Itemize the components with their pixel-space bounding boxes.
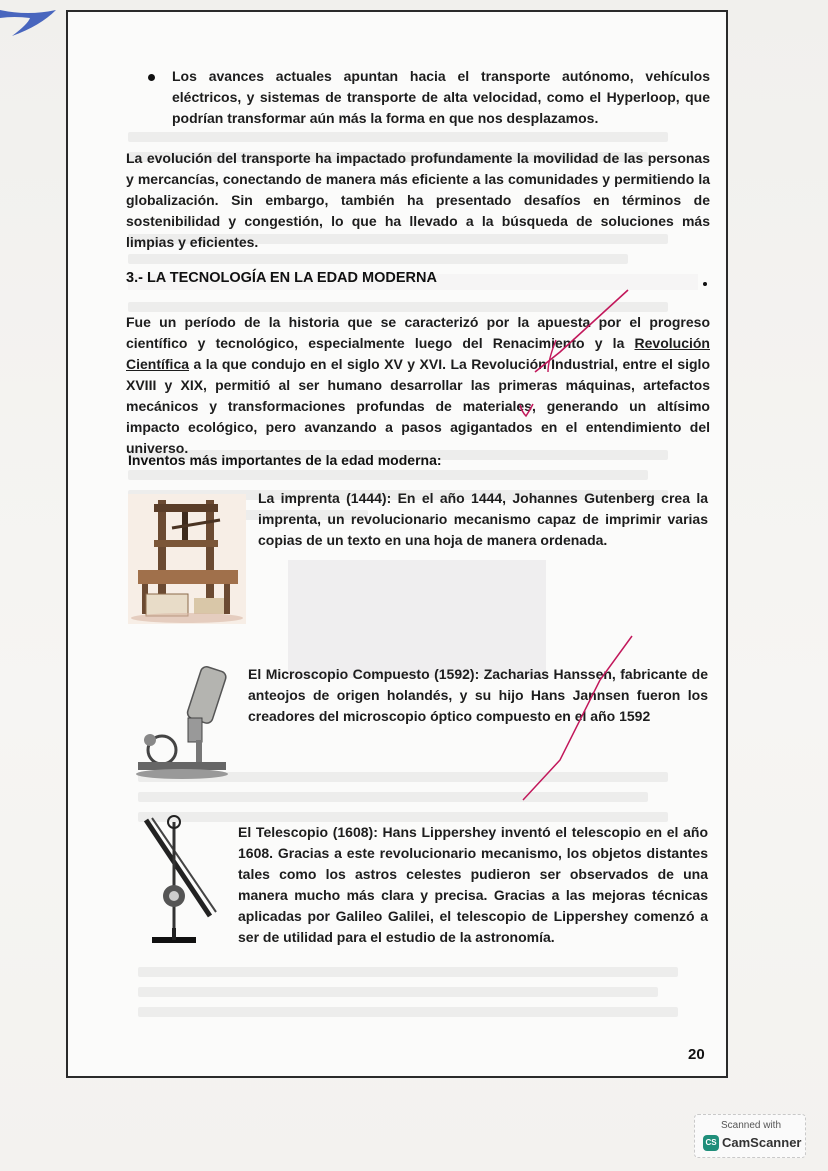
invention-microscope (248, 664, 708, 727)
bullet-text: Los avances actuales apuntan hacia el transporte autónomo, vehículos eléctricos, y sistemas de transporte de alta velocidad, como el Hyperloop, que podrían transformar aún más la forma en que nos desplazamos. (172, 68, 710, 126)
invention-telescope (238, 822, 708, 948)
section-heading: 3.- LA TECNOLOGÍA EN LA EDAD MODERNA (126, 270, 437, 286)
invention-telescope-title: El Telescopio (1608): (238, 824, 378, 840)
invention-telescope-body: Hans Lippershey inventó el telescopio en el año 1608. Gracias a este revolucionario mecanismo, los objetos distantes tales como los astros celestes pudieron ser observados de una manera mucho más clara y precisa. Gracias a las mejoras técnicas aplicadas por Galileo Galilei, el telescopio de Lippershey comenzó a ser de utilidad para el estudio de la astronomía. (238, 824, 708, 945)
paragraph-modern-age-part2: a la que condujo en el siglo XV y XVI. La Revolución Industrial, entre el siglo XVIII y XIX, permitió al ser humano desarrollar las primeras máquinas, artefactos mecánicos y transformaciones profundas de materiales, generando un altísimo impacto ecológico, pero avanzando a pasos agigantados en el entendimiento del universo. (126, 356, 710, 456)
bullet-dot (148, 74, 155, 81)
corner-ink-mark (0, 0, 70, 50)
heading-dot (703, 282, 707, 286)
invention-microscope-title: El Microscopio Compuesto (1592): (248, 666, 480, 682)
printing-press-illustration (128, 494, 246, 624)
paragraph-modern-age-part1: Fue un período de la historia que se caracterizó por la apuesta por el progreso científico y tecnológico, especialmente luego del Renacimiento y la (126, 314, 710, 351)
revolucion-cientifica-link[interactable]: Revolución Científica (126, 335, 710, 372)
camscanner-watermark (694, 1114, 806, 1158)
bleed-through-image (288, 560, 546, 678)
invention-printing-press (258, 488, 708, 551)
invention-printing-press-body: En el año 1444, Johannes Gutenberg crea la imprenta, un revolucionario mecanismo capaz de imprimir varias copias de un texto en una hoja de manera ordenada. (258, 490, 708, 548)
camscanner-brand: CamScanner (722, 1135, 802, 1150)
paragraph-transport-evolution: La evolución del transporte ha impactado profundamente la movilidad de las personas y mercancías, conectando de manera más eficiente a las comunidades y permitiendo la globalización. Sin embargo, también ha presentado desafíos en términos de sostenibilidad y congestión, lo que ha llevado a la búsqueda de soluciones más limpias y eficientes. (126, 150, 710, 250)
scanned-with-label: Scanned with (720, 1120, 782, 1131)
invention-microscope-body: Zacharias Hanssen, fabricante de anteojos de origen holandés, y su hijo Hans Jannsen fueron los creadores del microscopio óptico compuesto en el año 1592 (248, 666, 708, 724)
microscope-illustration (132, 664, 236, 782)
page-number: 20 (688, 1046, 705, 1063)
inventions-subheading: Inventos más importantes de la edad moderna: (128, 452, 442, 468)
invention-printing-press-title: La imprenta (1444): (258, 490, 392, 506)
telescope-illustration (138, 812, 228, 950)
paragraph-modern-age (126, 312, 710, 459)
camscanner-logo-icon: CS (703, 1135, 719, 1151)
